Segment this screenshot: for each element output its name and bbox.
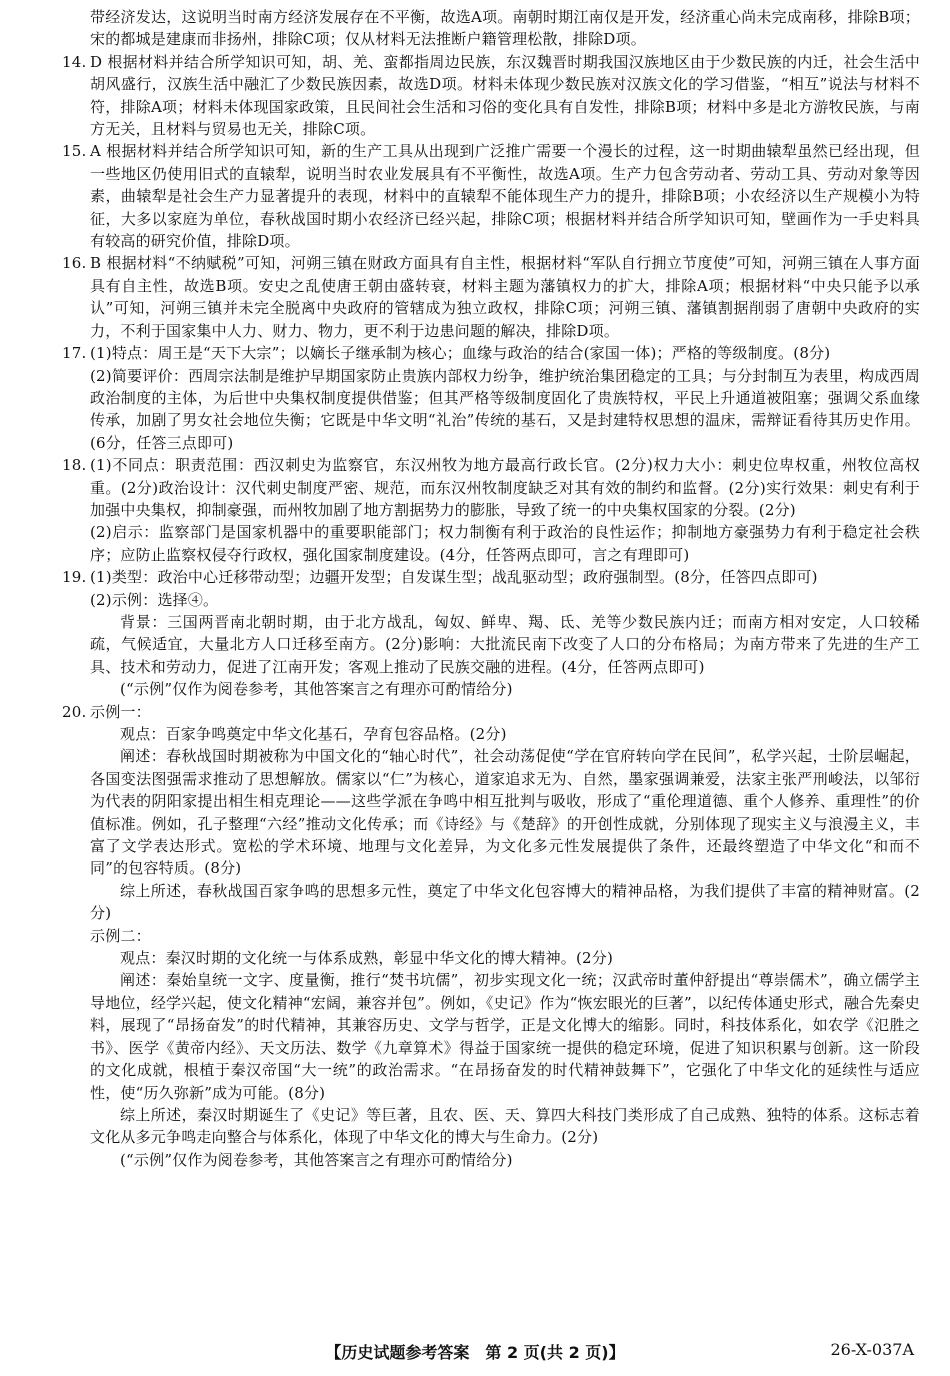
answer-19-part2: (2)示例：选择④。 xyxy=(90,590,219,609)
answer-18-part1 xyxy=(62,454,920,521)
paragraph-carryover xyxy=(62,6,920,51)
question-number-20: 20. xyxy=(62,702,87,721)
answer-15-text: A 根据材料并结合所学知识可知，新的生产工具从出现到广泛推广需要一个漫长的过程，这一时期曲辕犁虽然已经出现，但一些地区仍使用旧式的直辕犁，说明当时农业发展具有不平衡性，故选A项。生产力包含劳动者、劳动工具、劳动对象等因素，曲辕犁是社会生产力显著提升的表现，材料中的直辕犁不能体现生产力的提升，排除B项；小农经济以生产规模小为特征，大多以家庭为单位，春秋战国时期小农经济已经兴起，排除C项；根据材料并结合所学知识可知，壁画作为一手史料具有较高的研究价值，排除D项。 xyxy=(90,142,920,251)
answer-16-text: B 根据材料“不纳赋税”可知，河朔三镇在财政方面具有自主性，根据材料“军队自行拥立节度使”可知，河朔三镇在人事方面具有自主性，故选B项。安史之乱使唐王朝由盛转衰，材料主题为藩镇权力的扩大，排除A项；根据材料“中央只能予以承认”可知，河朔三镇并未完全脱离中央政府的管辖成为独立政权，排除C项；河朔三镇、藩镇割据削弱了唐朝中央政府的实力，不利于国家集中人力、财力、物力，更不利于边患问题的解决，排除D项。 xyxy=(90,254,920,340)
answer-20-note: (“示例”仅作为阅卷参考，其他答案言之有理亦可酌情给分) xyxy=(120,1150,513,1169)
answer-19-part1 xyxy=(62,566,920,588)
answer-14-text: D 根据材料并结合所学知识可知，胡、羌、蛮都指周边民族，东汉魏晋时期我国汉族地区由于少数民族的内迁，社会生活中胡风盛行，汉族生活中融汇了少数民族因素，故选D项。材料未体现少数民族对汉族文化的学习借鉴，“相互”说法与材料不符，排除A项；材料未体现国家政策，且民间社会生活和习俗的变化具有自发性，排除B项；材料中多是北方游牧民族，与南方无关，且材料与贸易也无关，排除C项。 xyxy=(90,52,920,139)
page-footer xyxy=(0,1340,950,1364)
question-number-15: 15. xyxy=(62,142,87,161)
example2-summary: 综上所述，秦汉时期诞生了《史记》等巨著，且农、医、天、算四大科技门类形成了自己成熟、独特的体系。这标志着文化从多元争鸣走向整合与体系化，体现了中华文化的博大与生命力。(2分) xyxy=(90,1105,920,1147)
answer-18-part1-text: (1)不同点：职责范围：西汉刺史为监察官，东汉州牧为地方最高行政长官。(2分)权力大小：刺史位卑权重，州牧位高权重。(2分)政治设计：汉代刺史制度严密、规范，而东汉州牧制度缺乏对其有效的制约和监督。(2分)实行效果：刺史有利于加强中央集权，抑制豪强，而州牧加剧了地方割据势力的膨胀，导致了统一的中央集权国家的分裂。(2分) xyxy=(90,456,920,519)
answer-20-example1-heading xyxy=(62,701,920,723)
carryover-text: 带经济发达，这说明当时南方经济发展存在不平衡，故选A项。南朝时期江南仅是开发，经济重心尚未完成南移，排除B项；宋的都城是建康而非扬州，排除C项；仅从材料无法推断户籍管理松散，排除D项。 xyxy=(90,8,920,49)
answer-17-part1-text: (1)特点：周王是“天下大宗”；以嫡长子继承制为核心；血缘与政治的结合(家国一体)；严格的等级制度。(8分) xyxy=(90,344,831,363)
answer-15 xyxy=(62,140,920,252)
answer-17-part1 xyxy=(62,342,920,364)
example1-summary: 综上所述，春秋战国百家争鸣的思想多元性，奠定了中华文化包容博大的精神品格，为我们提供了丰富的精神财富。(2分) xyxy=(90,881,920,923)
paper-code: 26-X-037A xyxy=(830,1340,914,1359)
answer-18-part2: (2)启示：监察部门是国家机器中的重要职能部门；权力制衡有利于政治的良性运作；抑制地方豪强势力有利于稳定社会秩序；应防止监察权侵夺行政权，强化国家制度建设。(4分，任答两点即可，言之有理即可) xyxy=(90,523,920,564)
answer-19-background: 背景：三国两晋南北朝时期，由于北方战乱，匈奴、鲜卑、羯、氐、羌等少数民族内迁；而南方相对安定，人口较稀疏，气候适宜，大量北方人口迁移至南方。(2分)影响：大批流民南下改变了人口的分布格局；为南方带来了先进的生产工具、技术和劳动力，促进了江南开发；客观上推动了民族交融的进程。(4分，任答两点即可) xyxy=(90,612,920,676)
example2-label: 示例二： xyxy=(90,926,151,945)
question-number-18: 18. xyxy=(62,456,87,475)
question-number-19: 19. xyxy=(62,568,87,587)
answer-19-part1-text: (1)类型：政治中心迁移带动型；边疆开发型；自发谋生型；战乱驱动型；政府强制型。(8分，任答四点即可) xyxy=(90,568,818,587)
answer-19-note: (“示例”仅作为阅卷参考，其他答案言之有理亦可酌情给分) xyxy=(120,680,513,699)
question-number-16: 16. xyxy=(62,254,87,273)
question-number-14: 14. xyxy=(62,52,87,71)
example1-elaboration: 阐述：春秋战国时期被称为中国文化的“轴心时代”，社会动荡促使“学在官府转向学在民间”，私学兴起，士阶层崛起，各国变法图强需求推动了思想解放。儒家以“仁”为核心，道家追求无为、自然，墨家强调兼爱，法家主张严刑峻法，以邹衍为代表的阴阳家提出相生相克理论——这些学派在争鸣中相互批判与吸收，形成了“重伦理道德、重个人修养、重理性”的价值标准。例如，孔子整理“六经”推动文化传承；而《诗经》与《楚辞》的开创性成就，分别体现了现实主义与浪漫主义，丰富了文学表达形式。宽松的学术环境、地理与文化差异，为文化多元性发展提供了条件，还最终塑造了中华文化“和而不同”的包容特质。(8分) xyxy=(90,747,920,878)
answer-16 xyxy=(62,252,920,342)
example2-elaboration: 阐述：秦始皇统一文字、度量衡，推行“焚书坑儒”，初步实现文化一统；汉武帝时董仲舒提出“尊崇儒术”，确立儒学主导地位，经学兴起，使文化精神“宏阔，兼容并包”。例如，《史记》作为“恢宏眼光的巨著”，以纪传体通史形式，融合先秦史料，展现了“昂扬奋发”的时代精神，其兼容历史、文学与哲学，正是文化博大的缩影。同时，科技体系化，如农学《氾胜之书》、医学《黄帝内经》、天文历法、数学《九章算术》得益于国家统一提供的稳定环境，促进了知识积累与创新。这一阶段的文化成就，根植于秦汉帝国“大一统”的政治需求。“在昂扬奋发的时代精神鼓舞下”，它强化了中华文化的延续性与适应性，使“历久弥新”成为可能。(8分) xyxy=(90,971,920,1102)
footer-title: 【历史试题参考答案 第 2 页(共 2 页)】 xyxy=(325,1343,625,1362)
answer-14 xyxy=(62,51,920,141)
example1-label: 示例一： xyxy=(90,702,151,721)
example2-viewpoint: 观点：秦汉时期的文化统一与体系成熟，彰显中华文化的博大精神。(2分) xyxy=(120,949,614,968)
answer-17-part2: (2)简要评价：西周宗法制是维护早期国家防止贵族内部权力纷争，维护统治集团稳定的工具；与分封制互为表里，构成西周政治制度的主体，为后世中央集权制度提供借鉴；但其严格等级制度固化了贵族特权，平民上升通道被阻塞；强调父系血缘传承，加剧了男女社会地位失衡；它既是中华文明“礼治”传统的基石，又是封建特权思想的温床，需辩证看待其历史作用。(6分，任答三点即可) xyxy=(90,366,920,452)
example1-viewpoint: 观点：百家争鸣奠定中华文化基石，孕育包容品格。(2分) xyxy=(120,725,507,743)
question-number-17: 17. xyxy=(62,344,87,363)
